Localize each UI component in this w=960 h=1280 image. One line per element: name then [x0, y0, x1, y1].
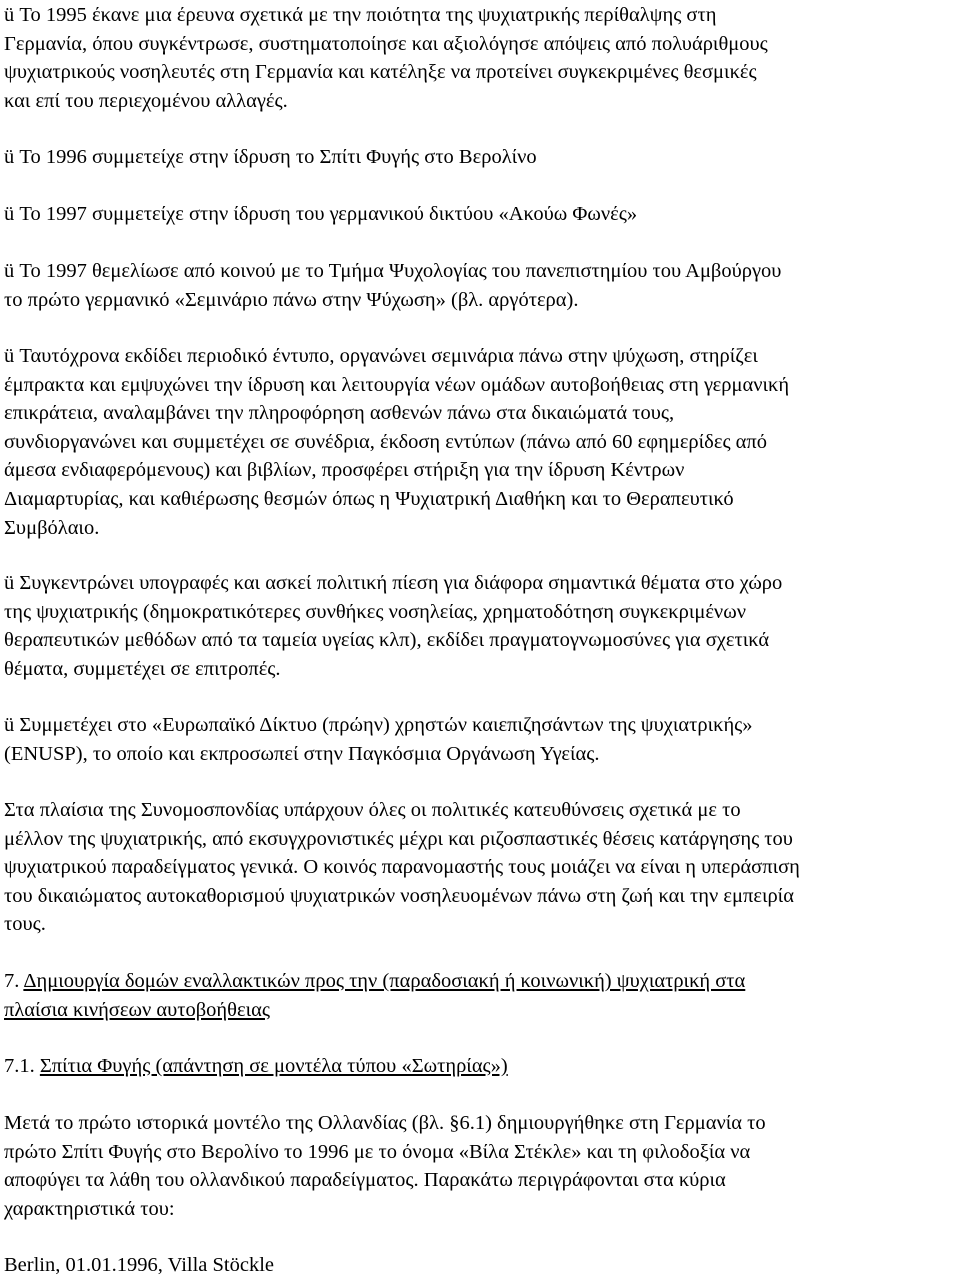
text-line: Γερμανία, όπου συγκέντρωσε, συστηματοποίησε και αξιολόγησε απόψεις από πολυάριθμους — [4, 32, 768, 55]
text-line: χαρακτηριστικά του: — [4, 1197, 175, 1220]
text-line: άμεσα ενδιαφερόμενους) και βιβλίων, προσφέρει στήριξη για την ίδρυση Κέντρων — [4, 459, 685, 482]
federation-paragraph — [4, 796, 949, 939]
bullet-1996 — [4, 143, 949, 172]
text-line: ψυχιατρικούς νοσηλευτές στη Γερμανία και κατέληξε να προτείνει συγκεκριμένες θεσμικές — [4, 61, 757, 84]
text-line: συνδιοργανώνει και συμμετέχει σε συνέδρια, έκδοση εντύπων (πάνω από 60 εφημερίδες από — [4, 430, 768, 453]
text-line: Συμβόλαιο. — [4, 516, 100, 539]
text-line: μέλλον της ψυχιατρικής, από εκσυγχρονιστικές μέχρι και ριζοσπαστικές θέσεις κατάργησης του — [4, 827, 793, 850]
text-line: Berlin, 01.01.1996, Villa Stöckle — [4, 1254, 274, 1276]
text-line: Διαμαρτυρίας, και καθιέρωσης θεσμών όπως η Ψυχιατρική Διαθήκη και το Θεραπευτικό — [4, 487, 734, 510]
section-heading-line — [4, 967, 949, 996]
text-line: του δικαιώματος αυτοκαθορισμού ψυχιατρικών νοσηλευομένων πάνω στη ζωή και την εμπειρία — [4, 884, 794, 907]
bullet-signatures — [4, 569, 949, 683]
section-title-continuation: πλαίσια κινήσεων αυτοβοήθειας — [4, 998, 270, 1021]
section-title: Σπίτια Φυγής (απάντηση σε μοντέλα τύπου «Σωτηρίας») — [39, 1055, 508, 1077]
bullet-simultaneous-activities — [4, 342, 949, 542]
section-heading-line — [4, 1052, 949, 1081]
section-7-heading — [4, 967, 949, 1024]
text-line: ü Το 1996 συμμετείχε στην ίδρυση το Σπίτι Φυγής στο Βερολίνο — [4, 146, 537, 168]
text-line: Στα πλαίσια της Συνομοσπονδίας υπάρχουν όλες οι πολιτικές κατευθύνσεις σχετικά με το — [4, 799, 741, 821]
text-line: της ψυχιατρικής (δημοκρατικότερες συνθήκες νοσηλείας, χρηματοδότηση συγκεκριμένων — [4, 600, 746, 623]
text-line: πρώτο Σπίτι Φυγής στο Βερολίνο το 1996 με το όνομα «Βίλα Στέκλε» και τη φιλοδοξία να — [4, 1140, 751, 1163]
text-line: Μετά το πρώτο ιστορικά μοντέλο της Ολλανδίας (βλ. §6.1) δημιουργήθηκε στη Γερμανία το — [4, 1112, 766, 1134]
text-line: (ENUSP), το οποίο και εκπροσωπεί στην Παγκόσμια Οργάνωση Υγείας. — [4, 742, 600, 765]
bullet-1997-seminar — [4, 257, 949, 314]
text-line: ü Το 1997 συμμετείχε στην ίδρυση του γερμανικού δικτύου «Ακούω Φωνές» — [4, 203, 638, 225]
text-line: τους. — [4, 913, 46, 936]
text-line: ü Ταυτόχρονα εκδίδει περιοδικό έντυπο, οργανώνει σεμινάρια πάνω στην ψύχωση, στηρίζει — [4, 345, 758, 367]
text-line: το πρώτο γερμανικό «Σεμινάριο πάνω στην Ψύχωση» (βλ. αργότερα). — [4, 288, 579, 311]
section-7-1-heading — [4, 1052, 949, 1081]
text-line: θεραπευτικών μεθόδων από τα ταμεία υγείας κλπ), εκδίδει πραγματογνωμοσύνες για σχετικά — [4, 629, 770, 652]
text-line: επικράτεια, αναλαμβάνει την πληροφόρηση ασθενών πάνω στα δικαιώματά τους, — [4, 402, 675, 425]
bullet-enusp — [4, 711, 949, 768]
text-line: αποφύγει τα λάθη του ολλανδικού παραδείγματος. Παρακάτω περιγράφονται στα κύρια — [4, 1169, 726, 1192]
text-line: και επί του περιεχομένου αλλαγές. — [4, 89, 288, 112]
escape-house-paragraph — [4, 1109, 949, 1223]
berlin-heading — [4, 1251, 949, 1280]
text-line: ü Το 1995 έκανε μια έρευνα σχετικά με την ποιότητα της ψυχιατρικής περίθαλψης στη — [4, 4, 717, 26]
intro-paragraph — [4, 1, 949, 115]
text-line: ü Το 1997 θεμελίωσε από κοινού με το Τμήμα Ψυχολογίας του πανεπιστημίου του Αμβούργου — [4, 260, 782, 282]
section-number: 7. — [4, 970, 24, 992]
text-line: ψυχιατρικού παραδείγματος γενικά. Ο κοινός παρανομαστής τους μοιάζει να είναι η υπεράσπιση — [4, 856, 800, 879]
text-line: ü Συμμετέχει στο «Ευρωπαϊκό Δίκτυο (πρώην) χρηστών καιεπιζησάντων της ψυχιατρικής» — [4, 714, 753, 736]
text-line: έμπρακτα και εμψυχώνει την ίδρυση και λειτουργία νέων ομάδων αυτοβοήθειας στη γερμανική — [4, 373, 790, 396]
bullet-1997-network — [4, 200, 949, 229]
text-line: θέματα, συμμετέχει σε επιτροπές. — [4, 657, 281, 680]
text-line: ü Συγκεντρώνει υπογραφές και ασκεί πολιτική πίεση για διάφορα σημαντικά θέματα στο χώρο — [4, 572, 783, 594]
section-title: Δημιουργία δομών εναλλακτικών προς την (παραδοσιακή ή κοινωνική) ψυχιατρική στα — [23, 970, 746, 992]
section-number: 7.1. — [4, 1055, 40, 1077]
